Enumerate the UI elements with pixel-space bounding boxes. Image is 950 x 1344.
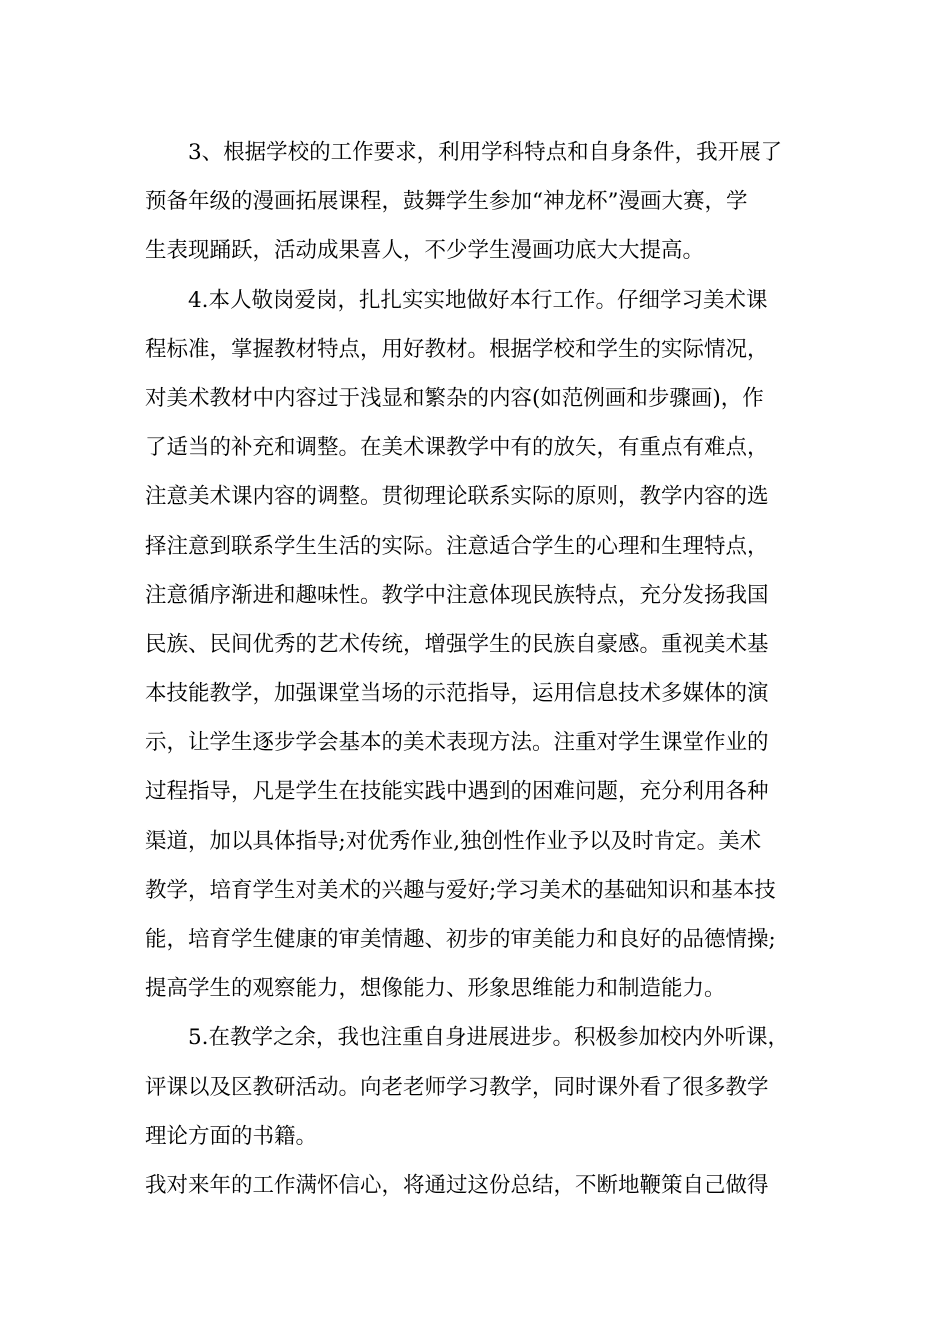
paragraph-4-line-2: 程标准，掌握教材特点，用好教材。根据学校和学生的实际情况， [145,336,769,362]
paragraph-4-line-13: 教学，培育学生对美术的兴趣与爱好;学习美术的基础知识和基本技 [145,877,776,903]
paragraph-4-line-9: 本技能教学，加强课堂当场的示范指导，运用信息技术多媒体的演 [145,681,769,707]
paragraph-5-line-1: 5.在教学之余，我也注重自身进展进步。积极参加校内外听课， [188,1025,790,1051]
paragraph-4-line-11: 过程指导，凡是学生在技能实践中遇到的困难问题，充分利用各种 [145,779,769,805]
paragraph-4-line-12: 渠道，加以具体指导;对优秀作业,独创性作业予以及时肯定。美术 [145,828,762,854]
paragraph-4-line-3: 对美术教材中内容过于浅显和繁杂的内容(如范例画和步骤画)，作 [145,385,764,411]
paragraph-4-line-6: 择注意到联系学生生活的实际。注意适合学生的心理和生理特点， [145,533,769,559]
paragraph-3-line-2: 预备年级的漫画拓展课程，鼓舞学生参加“神龙杯”漫画大赛，学 [145,189,748,215]
document-body [145,128,815,1210]
paragraph-4-line-14: 能，培育学生健康的审美情趣、初步的审美能力和良好的品德情操; [145,927,776,952]
paragraph-3-line-3: 生表现踊跃，活动成果喜人，不少学生漫画功底大大提高。 [145,238,705,264]
paragraph-4-line-4: 了适当的补充和调整。在美术课教学中有的放矢，有重点有难点， [145,435,769,461]
paragraph-4-line-10: 示，让学生逐步学会基本的美术表现方法。注重对学生课堂作业的 [145,730,769,756]
paragraph-4-line-8: 民族、民间优秀的艺术传统，增强学生的民族自豪感。重视美术基 [145,631,769,657]
paragraph-4-line-15: 提高学生的观察能力，想像能力、形象思维能力和制造能力。 [145,976,726,1002]
paragraph-4-line-1: 4.本人敬岗爱岗，扎扎实实地做好本行工作。仔细学习美术课 [188,287,768,313]
paragraph-5-line-2: 评课以及区教研活动。向老老师学习教学，同时课外看了很多教学 [145,1074,769,1100]
paragraph-3-line-1: 3、根据学校的工作要求，利用学科特点和自身条件，我开展了 [188,140,783,165]
paragraph-4-line-5: 注意美术课内容的调整。贯彻理论联系实际的原则，教学内容的选 [145,484,769,510]
closing-paragraph-line-1: 我对来年的工作满怀信心，将通过这份总结，不断地鞭策自己做得 [145,1172,769,1198]
paragraph-4-line-7: 注意循序渐进和趣味性。教学中注意体现民族特点，充分发扬我国 [145,582,769,608]
paragraph-5-line-3: 理论方面的书籍。 [145,1123,318,1149]
